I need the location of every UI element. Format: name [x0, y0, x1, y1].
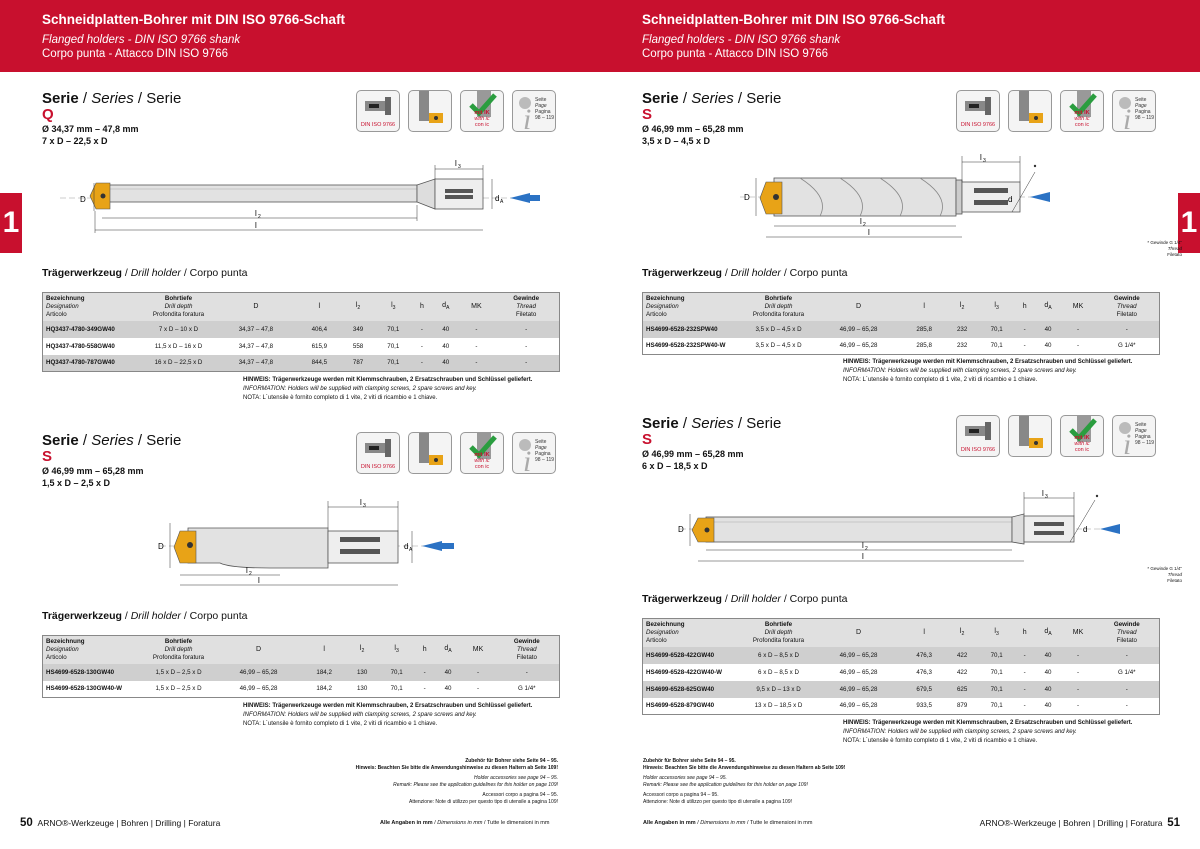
serie-diameter: Ø 46,99 mm – 65,28 mm — [42, 466, 144, 476]
serie-length-range: 3,5 x D – 4,5 x D — [642, 136, 711, 146]
holder-table-q: Bezeichnung Designation Articolo Bohrtiefe Drill depth Profondita foratura D l $l_2$ $l_3$ h $d_A$ MK Gewinde Thread Filetato HQ3437-4780-349GW40 7 x D – 10 x D 34,37 – 47,8 406,4 349 70,1 - 40 - - HQ3437-4780-558GW40 11,5 x D – 16 x D 34,37 – 47,8 615,9 558 70,1 - 40 - - HQ3437-4780-787GW40 16 x D – 22,5 x D 34,37 – 47,8 844,5 787 70,1 - 40 - - — [42, 292, 560, 372]
table-row: HS4699-6528-232SPW40 3,5 x D – 4,5 x D 46,99 – 65,28 285,8 232 70,1 - 40 - - — [643, 321, 1160, 338]
svg-text:2: 2 — [865, 546, 868, 552]
serie-s-long-section — [642, 415, 1160, 472]
table-row: HQ3437-4780-558GW40 11,5 x D – 16 x D 34,37 – 47,8 615,9 558 70,1 - 40 - - — [43, 338, 560, 355]
svg-text:A: A — [409, 547, 413, 553]
svg-text:D: D — [80, 195, 86, 204]
table-row: HS4699-6528-879GW40 13 x D – 18,5 x D 46,99 – 65,28 933,5 879 70,1 - 40 - - — [643, 698, 1160, 715]
info-icon[interactable]: i Seite Page Pagina 98 – 119 — [1112, 90, 1156, 132]
drill-drawing-s-long — [670, 484, 1130, 579]
svg-text:l: l — [862, 552, 864, 561]
accessories-note: Zubehör für Bohrer siehe Seite 94 – 95. Hinweis: Beachten Sie bitte die Anwendungshinweise zu diesen Haltern ab Seite 109! Holder accessories see page 94 – 95. Remark: Please see the application guidelines for this holder on page 109! Accessori corpo a pagina 94 – 95. Attenzione: Note di utilizzo per questo tipo di utensile a pagina 109! — [355, 758, 558, 805]
table-row: HS4699-6528-625GW40 9,5 x D – 13 x D 46,99 – 65,28 679,5 625 70,1 - 40 - - — [643, 681, 1160, 698]
holder-title: Trägerwerkzeug / Drill holder / Corpo punta — [42, 610, 248, 622]
svg-text:l: l — [258, 576, 260, 585]
icon-group — [956, 415, 1160, 459]
info-icon[interactable]: i Seite Page Pagina 98 – 119 — [1112, 415, 1156, 457]
serie-title: Serie / Series / Serie — [42, 90, 182, 107]
serie-diameter: Ø 34,37 mm – 47,8 mm — [42, 124, 139, 134]
table-row: HQ3437-4780-787GW40 16 x D – 22,5 x D 34,37 – 47,8 844,5 787 70,1 - 40 - - — [43, 355, 560, 372]
header-title: Schneidplatten-Bohrer mit DIN ISO 9766-Schaft — [42, 12, 346, 27]
svg-text:l: l — [980, 153, 982, 162]
thread-note: * Gewinde G 1/4" Thread Filetato — [1147, 566, 1182, 583]
serie-length-range: 7 x D – 22,5 x D — [42, 136, 108, 146]
accessories-note: Zubehör für Bohrer siehe Seite 94 – 95. Hinweis: Beachten Sie bitte die Anwendungshinweise zu diesen Haltern ab Seite 109! Holder accessories see page 94 – 95. Remark: Please see the application guidelines for this holder on page 109! Accessori corpo a pagina 94 – 95. Attenzione: Note di utilizzo per questo tipo di utensile a pagina 109! — [643, 758, 846, 805]
units-note: Alle Angaben in mm / Dimensions in mm / Tutte le dimensioni in mm — [380, 820, 550, 826]
holder-notes: HINWEIS: Trägerwerkzeuge werden mit Klemmschrauben, 2 Ersatzschrauben und Schlüssel geliefert. INFORMATION: Holders will be supplied with clamping screws, 2 spare screws and key. NOTA: L´utensile è fornito completo di 1 vite, 2 viti di ricambio e 1 chiave. — [843, 720, 1133, 744]
holder-notes: HINWEIS: Trägerwerkzeuge werden mit Klemmschrauben, 2 Ersatzschrauben und Schlüssel geliefert. INFORMATION: Holders will be supplied with clamping screws, 2 spare screws and key. NOTA: L´utensile è fornito completo di 1 vite, 2 viti di ricambio e 1 chiave. — [243, 703, 533, 727]
page-number: 50 — [20, 817, 33, 829]
shank-icon: DIN ISO 9766 — [356, 90, 400, 132]
serie-diameter: Ø 46,99 mm – 65,28 mm — [642, 449, 744, 459]
svg-text:i: i — [1123, 103, 1132, 132]
shank-icon: DIN ISO 9766 — [956, 90, 1000, 132]
drill-drawing-q — [40, 155, 560, 240]
shank-icon: DIN ISO 9766 — [356, 432, 400, 474]
svg-text:l: l — [360, 498, 362, 507]
svg-text:A: A — [500, 199, 504, 205]
header-subtitle-it: Corpo punta - Attacco DIN ISO 9766 — [42, 48, 229, 60]
svg-text:3: 3 — [983, 158, 986, 164]
serie-letter: S — [42, 448, 53, 465]
serie-diameter: Ø 46,99 mm – 65,28 mm — [642, 124, 744, 134]
holder-notes: HINWEIS: Trägerwerkzeuge werden mit Klemmschrauben, 2 Ersatzschrauben und Schlüssel geliefert. INFORMATION: Holders will be supplied with clamping screws, 2 spare screws and key. NOTA: L´utensile è fornito completo di 1 vite, 2 viti di ricambio e 1 chiave. — [843, 359, 1133, 383]
holder-title: Trägerwerkzeug / Drill holder / Corpo punta — [642, 593, 848, 605]
insert-icon — [1008, 90, 1052, 132]
footer-brand: ARNO®-Werkzeuge | Bohren | Drilling | Foratura — [979, 818, 1163, 828]
info-icon[interactable]: i Seite Page Pagina 98 – 119 — [512, 90, 556, 132]
serie-title: Serie / Series / Serie — [42, 432, 182, 449]
header-subtitle-en: Flanged holders - DIN ISO 9766 shank — [642, 34, 841, 46]
serie-letter: S — [642, 106, 653, 123]
serie-q-section — [42, 90, 560, 147]
units-note: Alle Angaben in mm / Dimensions in mm / Tutte le dimensioni in mm — [643, 820, 813, 826]
table-row: HS4699-6528-232SPW40-W 3,5 x D – 4,5 x D 46,99 – 65,28 285,8 232 70,1 - 40 - G 1/4* — [643, 338, 1160, 355]
table-row: HQ3437-4780-349GW40 7 x D – 10 x D 34,37 – 47,8 406,4 349 70,1 - 40 - - — [43, 321, 560, 338]
svg-text:2: 2 — [863, 222, 866, 228]
svg-text:l: l — [246, 566, 248, 575]
svg-text:2: 2 — [249, 571, 252, 577]
svg-text:3: 3 — [363, 503, 366, 509]
holder-table-s-long: Bezeichnung Designation Articolo Bohrtiefe Drill depth Profondita foratura D l $l_2$ $l_3$ h $d_A$ MK Gewinde Thread Filetato HS4699-6528-422GW40 6 x D – 8,5 x D 46,99 – 65,28 476,3 422 70,1 - 40 - - HS4699-6528-422GW40-W 6 x D – 8,5 x D 46,99 – 65,28 476,3 422 70,1 - 40 - G 1/4* HS4699-6528-625GW40 9,5 x D – 13 x D 46,99 – 65,28 679,5 625 70,1 - 40 - - HS4699-6528-879GW40 13 x D – 18,5 x D 46,99 – 65,28 933,5 879 70,1 - 40 - - — [642, 618, 1160, 715]
header-title: Schneidplatten-Bohrer mit DIN ISO 9766-Schaft — [642, 12, 946, 27]
svg-text:i: i — [1123, 428, 1132, 457]
drill-drawing-s-spiral — [730, 150, 1060, 245]
serie-title: Serie / Series / Serie — [642, 415, 782, 432]
serie-title: Serie / Series / Serie — [642, 90, 782, 107]
serie-s-section — [42, 432, 560, 489]
svg-text:D: D — [158, 542, 164, 551]
table-row: HS4699-6528-422GW40-W 6 x D – 8,5 x D 46,99 – 65,28 476,3 422 70,1 - 40 - G 1/4* — [643, 664, 1160, 681]
shank-icon: DIN ISO 9766 — [956, 415, 1000, 457]
svg-text:l: l — [860, 217, 862, 226]
svg-text:D: D — [744, 193, 750, 202]
svg-text:l: l — [455, 159, 457, 168]
chapter-tab[interactable]: 1 — [0, 193, 22, 253]
holder-table-s-spiral: Bezeichnung Designation Articolo Bohrtiefe Drill depth Profondita foratura D l $l_2$ $l_3$ h $d_A$ MK Gewinde Thread Filetato HS4699-6528-232SPW40 3,5 x D – 4,5 x D 46,99 – 65,28 285,8 232 70,1 - 40 - - HS4699-6528-232SPW40-W 3,5 x D – 4,5 x D 46,99 – 65,28 285,8 232 70,1 - 40 - G 1/4* — [642, 292, 1160, 355]
thread-note: * Gewinde G 1/4" Thread Filetato — [1147, 240, 1182, 257]
footer-brand: ARNO®-Werkzeuge | Bohren | Drilling | Foratura — [37, 818, 221, 828]
svg-text:d: d — [404, 542, 409, 551]
svg-text:i: i — [523, 103, 532, 132]
coolant-icon: mit IK with ic con ic — [1060, 415, 1104, 457]
page-number: 51 — [1167, 817, 1180, 829]
coolant-icon: mit IK with ic con ic — [460, 90, 504, 132]
holder-notes: HINWEIS: Trägerwerkzeuge werden mit Klemmschrauben, 2 Ersatzschrauben und Schlüssel geliefert. INFORMATION: Holders will be supplied with clamping screws, 2 spare screws and key. NOTA: L´utensile è fornito completo di 1 vite, 2 viti di ricambio e 1 chiave. — [243, 377, 533, 401]
chapter-tab[interactable]: 1 — [1178, 193, 1200, 253]
coolant-icon: mit IK with ic con ic — [460, 432, 504, 474]
table-row: HS4699-6528-130GW40-W 1,5 x D – 2,5 x D 46,99 – 65,28 184,2 130 70,1 - 40 - G 1/4* — [43, 681, 560, 698]
svg-text:d: d — [495, 194, 500, 203]
holder-title: Trägerwerkzeug / Drill holder / Corpo punta — [642, 267, 848, 279]
footer-left — [20, 817, 220, 829]
coolant-icon: mit IK with ic con ic — [1060, 90, 1104, 132]
svg-text:D: D — [678, 525, 684, 534]
svg-text:2: 2 — [258, 214, 261, 220]
insert-icon — [1008, 415, 1052, 457]
serie-letter: Q — [42, 106, 54, 123]
svg-text:3: 3 — [1045, 494, 1048, 500]
page-header — [600, 0, 1200, 72]
table-row: HS4699-6528-422GW40 6 x D – 8,5 x D 46,99 – 65,28 476,3 422 70,1 - 40 - - — [643, 647, 1160, 664]
info-icon[interactable]: i Seite Page Pagina 98 – 119 — [512, 432, 556, 474]
svg-text:l: l — [1042, 489, 1044, 498]
header-subtitle-it: Corpo punta - Attacco DIN ISO 9766 — [642, 48, 829, 60]
drill-drawing-s-short — [150, 493, 470, 593]
svg-text:l: l — [255, 209, 257, 218]
footer-right — [980, 817, 1180, 829]
icon-group — [356, 432, 560, 476]
header-subtitle-en: Flanged holders - DIN ISO 9766 shank — [42, 34, 241, 46]
svg-text:l: l — [255, 221, 257, 230]
svg-text:d: d — [1083, 525, 1088, 534]
insert-icon — [408, 90, 452, 132]
serie-s-section — [642, 90, 1160, 147]
page-header — [0, 0, 600, 72]
page-right — [600, 0, 1200, 849]
svg-text:3: 3 — [458, 164, 461, 170]
svg-text:d: d — [1008, 195, 1013, 204]
table-row: HS4699-6528-130GW40 1,5 x D – 2,5 x D 46,99 – 65,28 184,2 130 70,1 - 40 - - — [43, 664, 560, 681]
icon-group — [356, 90, 560, 134]
insert-icon — [408, 432, 452, 474]
svg-text:i: i — [523, 445, 532, 474]
serie-letter: S — [642, 431, 653, 448]
svg-text:l: l — [868, 228, 870, 237]
serie-length-range: 6 x D – 18,5 x D — [642, 461, 708, 471]
holder-title: Trägerwerkzeug / Drill holder / Corpo punta — [42, 267, 248, 279]
holder-table-s-short: Bezeichnung Designation Articolo Bohrtiefe Drill depth Profondita foratura D l $l_2$ $l_3$ h $d_A$ MK Gewinde Thread Filetato HS4699-6528-130GW40 1,5 x D – 2,5 x D 46,99 – 65,28 184,2 130 70,1 - 40 - - HS4699-6528-130GW40-W 1,5 x D – 2,5 x D 46,99 – 65,28 184,2 130 70,1 - 40 - G 1/4* — [42, 635, 560, 698]
svg-text:l: l — [862, 541, 864, 550]
serie-length-range: 1,5 x D – 2,5 x D — [42, 478, 111, 488]
icon-group — [956, 90, 1160, 134]
